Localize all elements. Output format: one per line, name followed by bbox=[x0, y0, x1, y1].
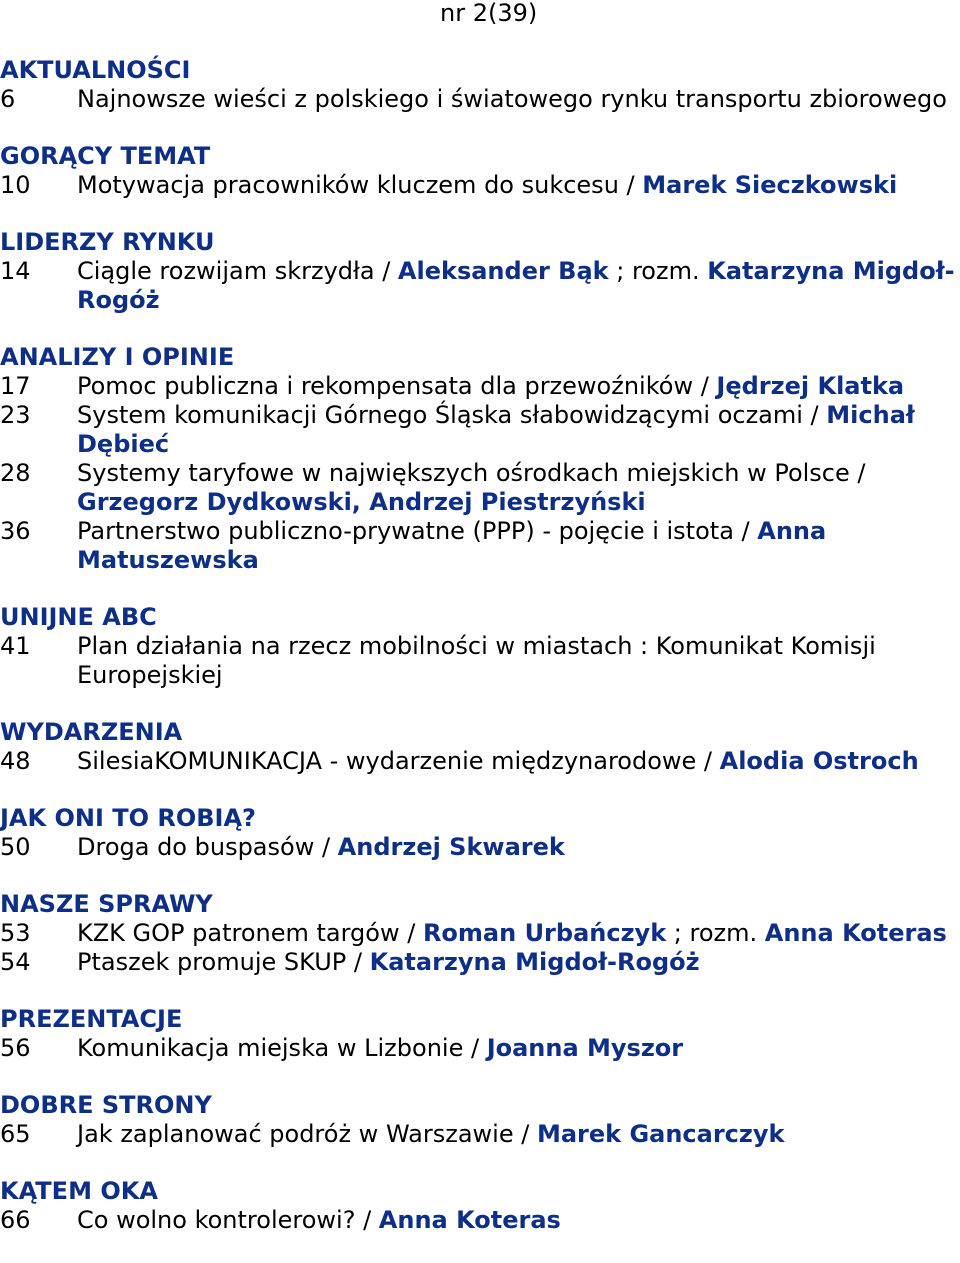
section-analizy-i-opinie bbox=[0, 343, 960, 575]
section-wydarzenia bbox=[0, 718, 960, 776]
toc-entry[interactable] bbox=[0, 372, 960, 401]
section-title: PREZENTACJE bbox=[0, 1005, 183, 1033]
section-katem-oka bbox=[0, 1177, 960, 1235]
toc-entry[interactable] bbox=[0, 919, 960, 948]
article-title: Motywacja pracowników kluczem do sukcesu / bbox=[77, 171, 643, 199]
toc-entry[interactable] bbox=[0, 747, 960, 776]
section-title: GORĄCY TEMAT bbox=[0, 142, 211, 170]
section-liderzy-rynku bbox=[0, 228, 960, 315]
article-title: System komunikacji Górnego Śląska słabowidzącymi oczami / bbox=[77, 401, 827, 429]
entry-text bbox=[77, 85, 960, 114]
article-title: Jak zaplanować podróż w Warszawie / bbox=[77, 1120, 537, 1148]
page-number: 54 bbox=[0, 948, 31, 976]
toc-entry[interactable] bbox=[0, 833, 960, 862]
page-number: 56 bbox=[0, 1034, 31, 1062]
article-title: Plan działania na rzecz mobilności w miastach : Komunikat Komisji Europejskiej bbox=[77, 632, 876, 689]
article-title: Systemy taryfowe w największych ośrodkach miejskich w Polsce / bbox=[77, 459, 866, 487]
interviewer: Anna Koteras bbox=[764, 919, 947, 947]
section-title: ANALIZY I OPINIE bbox=[0, 343, 235, 371]
section-jak-oni-to-robia bbox=[0, 804, 960, 862]
page-number: 10 bbox=[0, 171, 31, 199]
entry-text bbox=[77, 517, 960, 575]
article-title: KZK GOP patronem targów / bbox=[77, 919, 423, 947]
toc-entry[interactable] bbox=[0, 459, 960, 517]
article-title: Najnowsze wieści z polskiego i światowego rynku transportu zbiorowego bbox=[77, 85, 947, 113]
interviewer: Katarzyna Migdoł-Rogóż bbox=[77, 257, 955, 314]
section-title: DOBRE STRONY bbox=[0, 1091, 212, 1119]
toc-entry[interactable] bbox=[0, 517, 960, 575]
page-number: 65 bbox=[0, 1120, 31, 1148]
toc-entry[interactable] bbox=[0, 948, 960, 977]
section-goracy-temat bbox=[0, 142, 960, 200]
article-author: Katarzyna Migdoł-Rogóż bbox=[369, 948, 700, 976]
article-title: Co wolno kontrolerowi? / bbox=[77, 1206, 379, 1234]
page-number: 14 bbox=[0, 257, 31, 285]
entry-text bbox=[77, 833, 960, 862]
section-title: LIDERZY RYNKU bbox=[0, 228, 215, 256]
entry-text bbox=[77, 1120, 960, 1149]
section-prezentacje bbox=[0, 1005, 960, 1063]
toc-entry[interactable] bbox=[0, 401, 960, 459]
interview-marker: ; rozm. bbox=[666, 919, 765, 947]
page-number: 6 bbox=[0, 85, 16, 113]
entry-text bbox=[77, 459, 960, 517]
article-author: Jędrzej Klatka bbox=[716, 372, 905, 400]
article-title: SilesiaKOMUNIKACJA - wydarzenie międzynarodowe / bbox=[77, 747, 720, 775]
toc-entry[interactable] bbox=[0, 1034, 960, 1063]
toc-entry[interactable] bbox=[0, 171, 960, 200]
entry-text bbox=[77, 171, 960, 200]
entry-text bbox=[77, 372, 960, 401]
section-title: JAK ONI TO ROBIĄ? bbox=[0, 804, 256, 832]
entry-text bbox=[77, 1206, 960, 1235]
article-author: Grzegorz Dydkowski, Andrzej Piestrzyński bbox=[77, 488, 646, 516]
section-title: NASZE SPRAWY bbox=[0, 890, 213, 918]
entry-text bbox=[77, 1034, 960, 1063]
section-nasze-sprawy bbox=[0, 890, 960, 977]
toc-entry[interactable] bbox=[0, 632, 960, 690]
article-author: Marek Sieczkowski bbox=[642, 171, 898, 199]
article-author: Michał Dębieć bbox=[77, 401, 915, 458]
entry-text bbox=[77, 948, 960, 977]
toc-entry[interactable] bbox=[0, 1206, 960, 1235]
article-author: Joanna Myszor bbox=[486, 1034, 684, 1062]
article-title: Partnerstwo publiczno-prywatne (PPP) - pojęcie i istota / bbox=[77, 517, 758, 545]
page-number: 50 bbox=[0, 833, 31, 861]
article-title: Pomoc publiczna i rekompensata dla przewoźników / bbox=[77, 372, 717, 400]
article-author: Marek Gancarczyk bbox=[536, 1120, 785, 1148]
toc-entry[interactable] bbox=[0, 1120, 960, 1149]
toc-entry[interactable] bbox=[0, 257, 960, 315]
page-number: 36 bbox=[0, 517, 31, 545]
page-number: 48 bbox=[0, 747, 31, 775]
page-number: 17 bbox=[0, 372, 31, 400]
article-author: Andrzej Skwarek bbox=[337, 833, 565, 861]
section-unijne-abc bbox=[0, 603, 960, 690]
entry-text bbox=[77, 257, 960, 315]
article-title: Komunikacja miejska w Lizbonie / bbox=[77, 1034, 487, 1062]
article-author: Roman Urbańczyk bbox=[422, 919, 667, 947]
article-author: Aleksander Bąk bbox=[397, 257, 609, 285]
entry-text bbox=[77, 401, 960, 459]
toc-entry[interactable] bbox=[0, 85, 960, 114]
section-dobre-strony bbox=[0, 1091, 960, 1149]
section-title: UNIJNE ABC bbox=[0, 603, 157, 631]
table-of-contents bbox=[0, 56, 960, 1263]
section-aktualnosci bbox=[0, 56, 960, 114]
page-number: 66 bbox=[0, 1206, 31, 1234]
issue-number: nr 2(39) bbox=[440, 0, 538, 27]
section-title: KĄTEM OKA bbox=[0, 1177, 158, 1205]
page-number: 28 bbox=[0, 459, 31, 487]
entry-text bbox=[77, 919, 960, 948]
article-author: Anna Matuszewska bbox=[77, 517, 827, 574]
entry-text bbox=[77, 632, 960, 690]
article-title: Droga do buspasów / bbox=[77, 833, 338, 861]
section-title: WYDARZENIA bbox=[0, 718, 183, 746]
page-number: 41 bbox=[0, 632, 31, 660]
page-number: 53 bbox=[0, 919, 31, 947]
article-title: Ptaszek promuje SKUP / bbox=[77, 948, 370, 976]
interview-marker: ; rozm. bbox=[608, 257, 708, 285]
article-title: Ciągle rozwijam skrzydła / bbox=[77, 257, 398, 285]
entry-text bbox=[77, 747, 960, 776]
section-title: AKTUALNOŚCI bbox=[0, 56, 191, 84]
article-author: Anna Koteras bbox=[378, 1206, 561, 1234]
article-author: Alodia Ostroch bbox=[719, 747, 919, 775]
page-number: 23 bbox=[0, 401, 31, 429]
